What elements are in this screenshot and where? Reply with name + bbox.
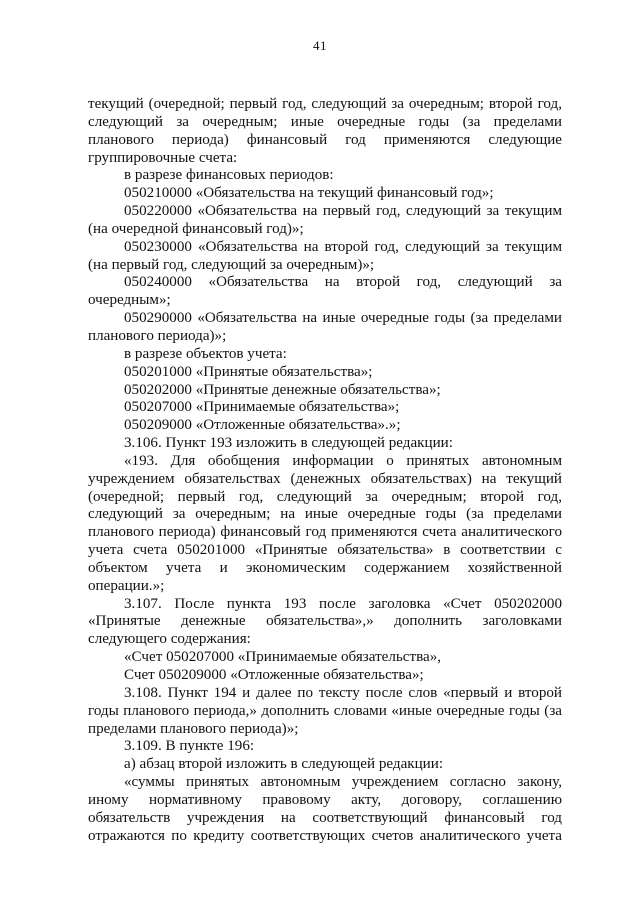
paragraph: 050290000 «Обязательства на иные очередные годы (за пределами планового периода)»;: [88, 310, 562, 344]
paragraph: 050202000 «Принятые денежные обязательства»;: [124, 381, 441, 398]
paragraph: «193. Для обобщения информации о принятых автономным учреждением обязательствах (денежных обязательствах) на текущий (очередной; первый год, следующий за очередным; второй год, следующий за очередным; на иные очередные годы (за пределами планового периода) финансовый год применяются счета аналитического учета счета 050201000 «Принятые обязательства» в соответствии с объектом учета и экономическим содержанием хозяйственной операции.»;: [88, 452, 562, 594]
paragraph: «Счет 050207000 «Принимаемые обязательства»,: [124, 649, 442, 666]
paragraph: Счет 050209000 «Отложенные обязательства»;: [124, 667, 424, 683]
paragraph: 3.108. Пункт 194 и далее по тексту после слов «первый и второй годы планового периода,» дополнить словами «иные очередные годы (за пределами планового периода)»;: [88, 684, 562, 737]
page-number: 41: [313, 38, 327, 53]
paragraph: 050230000 «Обязательства на второй год, следующий за текущим (на первый год, следующий за очередным)»;: [88, 238, 562, 273]
paragraph: 3.107. После пункта 193 после заголовка «Счет 050202000 «Принятые денежные обязательства»,» дополнить заголовками следующего содержания:: [88, 595, 562, 648]
paragraph: 050220000 «Обязательства на первый год, следующий за текущим (на очередной финансовый год)»;: [88, 203, 562, 237]
document-body: [88, 96, 562, 845]
paragraph: 3.106. Пункт 193 изложить в следующей редакции:: [124, 435, 453, 452]
paragraph: 050209000 «Отложенные обязательства».»;: [124, 417, 401, 434]
paragraph: «суммы принятых автономным учреждением согласно закону, иному нормативному правовому акту, договору, соглашению обязательств учреждения на соответствующий финансовый год отражаются по кредиту соответствующих счетов аналитического учета: [88, 774, 562, 844]
paragraph: в разрезе объектов учета:: [124, 345, 287, 362]
paragraph: 050207000 «Принимаемые обязательства»;: [124, 399, 400, 416]
paragraph: 050210000 «Обязательства на текущий финансовый год»;: [124, 185, 494, 202]
paragraph: 050240000 «Обязательства на второй год, следующий за очередным»;: [88, 274, 562, 309]
paragraph: в разрезе финансовых периодов:: [124, 167, 334, 184]
paragraph: а) абзац второй изложить в следующей редакции:: [124, 756, 444, 773]
paragraph: 050201000 «Принятые обязательства»;: [124, 363, 373, 380]
paragraph: 3.109. В пункте 196:: [124, 738, 255, 755]
paragraph: текущий (очередной; первый год, следующий за очередным; второй год, следующий за очередным; иные очередные годы (за пределами планового периода) финансовый год применяются следующие группировочные счета:: [88, 96, 562, 166]
